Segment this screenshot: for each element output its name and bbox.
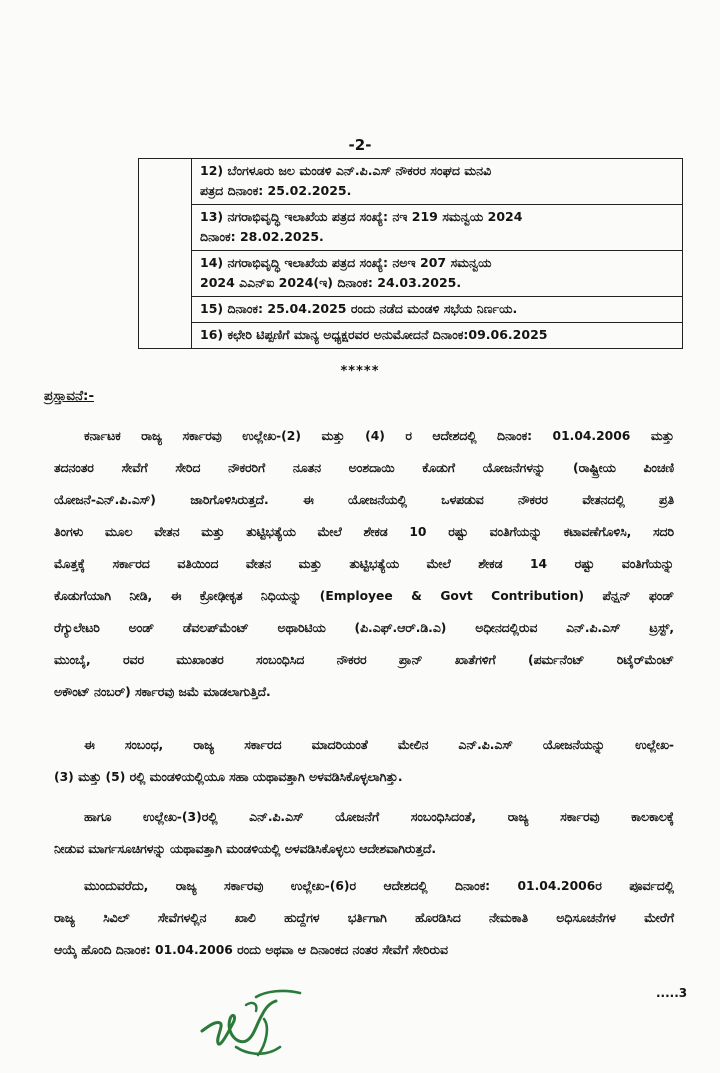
- paragraph-line: ಮುಂದುವರೆದು, ರಾಜ್ಯ ಸರ್ಕಾರವು ಉಲ್ಲೇಖ-(6)ರ ಆದೇಶದಲ್ಲಿ ದಿನಾಂಕ: 01.04.2006ರ ಪೂರ್ವದಲ್ಲಿ: [84, 879, 674, 893]
- paragraph-3: [54, 801, 674, 865]
- section-heading: ಪ್ರಸ್ತಾವನೆ:-: [44, 388, 95, 404]
- references-table: [138, 158, 683, 349]
- reference-row: [139, 159, 683, 205]
- paragraph-line: ಆಯ್ಕೆ ಹೊಂದಿ ದಿನಾಂಕ: 01.04.2006 ರಂದು ಅಥವಾ ಆ ದಿನಾಂಕದ ನಂತರ ಸೇವೆಗೆ ಸೇರಿರುವ: [54, 943, 448, 957]
- paragraph-line: ರೆಗ್ಯುಲೇಟರಿ ಅಂಡ್ ಡೆವಲಪ್‌ಮೆಂಟ್ ಅಥಾರಿಟಿಯ (ಪಿ.ಎಫ್.ಆರ್.ಡಿ.ಎ) ಅಧೀನದಲ್ಲಿರುವ ಎನ್.ಪಿ.ಎಸ್ ಟ್ರಸ್ಟ್,: [54, 621, 674, 635]
- paragraph-line: ಕೊಡುಗೆಯಾಗಿ ನೀಡಿ, ಈ ಕ್ರೋಢೀಕೃತ ನಿಧಿಯನ್ನು (Employee & Govt Contribution) ಪೆನ್ಷನ್ ಫಂಡ್: [54, 589, 674, 603]
- reference-line: 13) ನಗರಾಭಿವೃದ್ಧಿ ಇಲಾಖೆಯ ಪತ್ರದ ಸಂಖ್ಯೆ: ನಇ 219 ಸಮನ್ವಯ 2024: [200, 209, 523, 224]
- paragraph-4: [54, 870, 674, 966]
- reference-row: [139, 205, 683, 251]
- paragraph-2: [54, 729, 674, 793]
- page-number: -2-: [348, 136, 372, 154]
- paragraph-line: ಕರ್ನಾಟಕ ರಾಜ್ಯ ಸರ್ಕಾರವು ಉಲ್ಲೇಖ-(2) ಮತ್ತು (4) ರ ಆದೇಶದಲ್ಲಿ ದಿನಾಂಕ: 01.04.2006 ಮತ್ತು: [84, 429, 674, 443]
- paragraph-line: ಈ ಸಂಬಂಧ, ರಾಜ್ಯ ಸರ್ಕಾರದ ಮಾದರಿಯಂತೆ ಮೇಲಿನ ಎನ್.ಪಿ.ಎಸ್ ಯೋಜನೆಯನ್ನು ಉಲ್ಲೇಖ-: [84, 738, 674, 752]
- reference-item: [192, 251, 683, 297]
- paragraph-line: ಯೋಜನೆ-ಎನ್.ಪಿ.ಎಸ್) ಜಾರಿಗೊಳಿಸಿರುತ್ತದೆ. ಈ ಯೋಜನೆಯಲ್ಲಿ ಒಳಪಡುವ ನೌಕರರ ವೇತನದಲ್ಲಿ ಪ್ರತಿ: [54, 493, 674, 507]
- reference-line: ದಿನಾಂಕ: 28.02.2025.: [200, 229, 324, 244]
- separator: *****: [340, 364, 380, 379]
- reference-row: [139, 323, 683, 349]
- reference-line: 14) ನಗರಾಭಿವೃದ್ಧಿ ಇಲಾಖೆಯ ಪತ್ರದ ಸಂಖ್ಯೆ: ನಅಇ 207 ಸಮನ್ವಯ: [200, 255, 492, 270]
- reference-line: 2024 ಎಎನ್ಐ 2024(ಇ) ದಿನಾಂಕ: 24.03.2025.: [200, 275, 462, 290]
- reference-row: [139, 297, 683, 323]
- signature: [196, 985, 316, 1065]
- reference-item: [192, 323, 683, 349]
- reference-item: [192, 297, 683, 323]
- paragraph-line: ನೀಡುವ ಮಾರ್ಗಸೂಚಿಗಳನ್ನು ಯಥಾವತ್ತಾಗಿ ಮಂಡಳಿಯಲ್ಲಿ ಅಳವಡಿಸಿಕೊಳ್ಳಲು ಆದೇಶವಾಗಿರುತ್ತದೆ.: [54, 842, 437, 856]
- reference-line: ಪತ್ರದ ದಿನಾಂಕ: 25.02.2025.: [200, 183, 352, 198]
- paragraph-line: ಮೊತ್ತಕ್ಕೆ ಸರ್ಕಾರದ ವತಿಯಿಂದ ವೇತನ ಮತ್ತು ತುಟ್ಟಿಭತ್ಯೆಯ ಮೇಲೆ ಶೇಕಡ 14 ರಷ್ಟು ವಂತಿಗೆಯನ್ನು: [54, 557, 674, 571]
- reference-item: [192, 205, 683, 251]
- paragraph-line: ಹಾಗೂ ಉಲ್ಲೇಖ-(3)ರಲ್ಲಿ ಎನ್.ಪಿ.ಎಸ್ ಯೋಜನೆಗೆ ಸಂಬಂಧಿಸಿದಂತೆ, ರಾಜ್ಯ ಸರ್ಕಾರವು ಕಾಲಕಾಲಕ್ಕೆ: [84, 810, 674, 824]
- reference-line: 15) ದಿನಾಂಕ: 25.04.2025 ರಂದು ನಡೆದ ಮಂಡಳಿ ಸಭೆಯ ನಿರ್ಣಯ.: [200, 301, 518, 316]
- continuation-marker: .....3: [656, 986, 688, 1000]
- paragraph-line: (3) ಮತ್ತು (5) ರಲ್ಲಿ ಮಂಡಳಿಯಲ್ಲಿಯೂ ಸಹಾ ಯಥಾವತ್ತಾಗಿ ಅಳವಡಿಸಿಕೊಳ್ಳಲಾಗಿತ್ತು.: [54, 770, 403, 784]
- paragraph-1: [54, 420, 674, 708]
- blank-cell: [139, 159, 192, 349]
- reference-line: 12) ಬೆಂಗಳೂರು ಜಲ ಮಂಡಳಿ ಎನ್.ಪಿ.ಎಸ್ ನೌಕರರ ಸಂಘದ ಮನವಿ: [200, 163, 492, 178]
- reference-item: [192, 159, 683, 205]
- reference-row: [139, 251, 683, 297]
- paragraph-line: ಅಕೌಂಟ್ ನಂಬರ್) ಸರ್ಕಾರವು ಜಮೆ ಮಾಡಲಾಗುತ್ತಿದೆ.: [54, 685, 271, 699]
- paragraph-line: ರಾಜ್ಯ ಸಿವಿಲ್ ಸೇವೆಗಳಲ್ಲಿನ ಖಾಲಿ ಹುದ್ದೆಗಳ ಭರ್ತಿಗಾಗಿ ಹೊರಡಿಸಿದ ನೇಮಕಾತಿ ಅಧಿಸೂಚನೆಗಳ ಮೇರೆಗೆ: [54, 911, 674, 925]
- reference-line: 16) ಕಛೇರಿ ಟಿಪ್ಪಣಿಗೆ ಮಾನ್ಯ ಅಧ್ಯಕ್ಷರವರ ಅನುಮೋದನೆ ದಿನಾಂಕ:09.06.2025: [200, 327, 548, 342]
- paragraph-line: ತದನಂತರ ಸೇವೆಗೆ ಸೇರಿದ ನೌಕರರಿಗೆ ನೂತನ ಅಂಶದಾಯಿ ಕೊಡುಗೆ ಯೋಜನೆಗಳನ್ನು (ರಾಷ್ಟ್ರೀಯ ಪಿಂಚಣಿ: [54, 461, 674, 475]
- paragraph-line: ಮುಂಬೈ, ರವರ ಮುಖಾಂತರ ಸಂಬಂಧಿಸಿದ ನೌಕರರ ಪ್ರಾನ್ ಖಾತೆಗಳಿಗೆ (ಪರ್ಮನೆಂಟ್ ರಿಟೈರ್‌ಮೆಂಟ್: [54, 653, 674, 667]
- paragraph-line: ತಿಂಗಳು ಮೂಲ ವೇತನ ಮತ್ತು ತುಟ್ಟಿಭತ್ಯೆಯ ಮೇಲೆ ಶೇಕಡ 10 ರಷ್ಟು ವಂತಿಗೆಯನ್ನು ಕಟಾವಣೆಗೊಳಿಸಿ, ಸದರಿ: [54, 525, 674, 539]
